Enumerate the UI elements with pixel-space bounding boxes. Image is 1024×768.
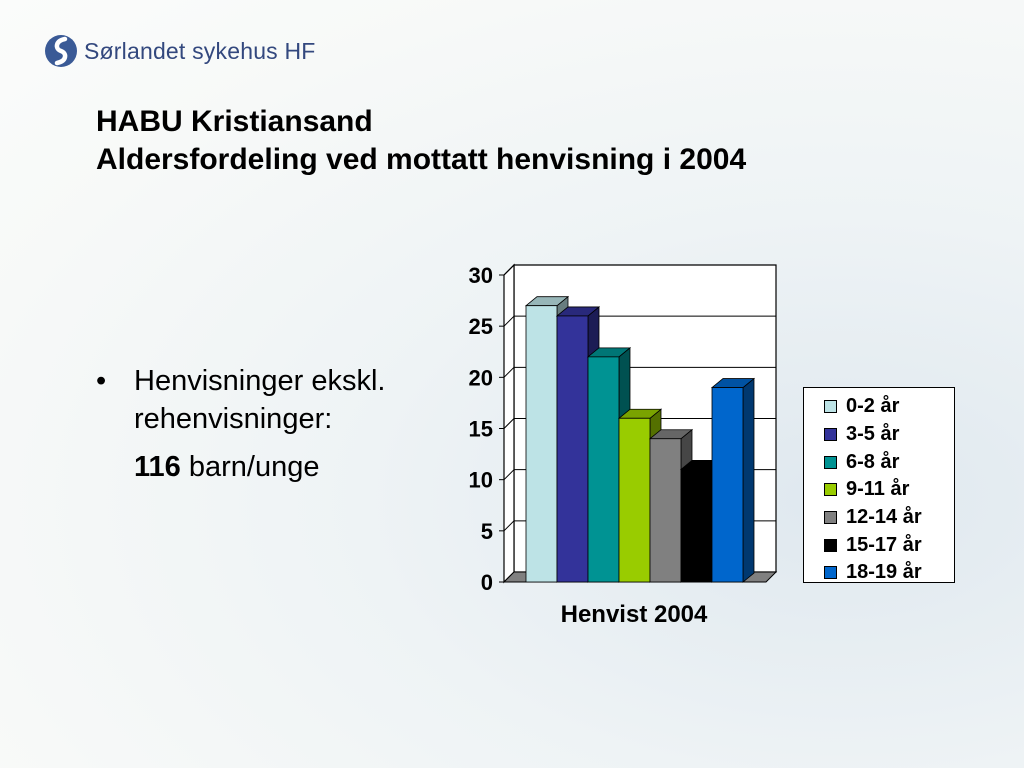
legend-label: 0-2 år [846, 395, 900, 418]
legend-label: 12-14 år [846, 506, 922, 529]
chart-legend [803, 387, 955, 583]
y-tick-label: 10 [468, 467, 493, 493]
bar [526, 306, 557, 582]
bullet-line-2: rehenvisninger: [134, 403, 333, 435]
bar-side [743, 379, 754, 582]
bar [619, 418, 650, 582]
legend-label: 9-11 år [846, 478, 910, 501]
legend-item [824, 531, 954, 559]
legend-item [824, 421, 954, 449]
bar [681, 469, 712, 582]
bullet-marker: • [96, 365, 107, 397]
legend-label: 18-19 år [846, 561, 922, 584]
y-tick-label: 25 [468, 314, 493, 340]
legend-swatch [824, 566, 837, 579]
legend-swatch [824, 511, 837, 524]
legend-item [824, 504, 954, 532]
legend-label: 3-5 år [846, 423, 900, 446]
legend-item [824, 448, 954, 476]
legend-item [824, 559, 954, 587]
title-line-1: HABU Kristiansand [96, 105, 373, 138]
y-tick-label: 5 [480, 518, 493, 544]
y-tick-label: 0 [480, 570, 493, 595]
legend-label: 15-17 år [846, 533, 922, 556]
y-tick-label: 20 [468, 365, 493, 391]
bar [588, 357, 619, 582]
y-tick-label: 30 [468, 263, 493, 288]
y-tick-label: 15 [468, 416, 493, 442]
legend-item [824, 393, 954, 421]
bar [712, 388, 743, 582]
legend-label: 6-8 år [846, 450, 900, 473]
referral-count-suffix: barn/unge [180, 451, 320, 483]
bullet-line-1: Henvisninger ekskl. [134, 365, 386, 397]
title-line-2: Aldersfordeling ved mottatt henvisning i 2004 [96, 143, 747, 176]
referral-count: 116 [134, 451, 181, 483]
legend-swatch [824, 400, 837, 413]
legend-swatch [824, 456, 837, 469]
bar [650, 439, 681, 582]
legend-swatch [824, 539, 837, 552]
legend-item [824, 476, 954, 504]
legend-swatch [824, 483, 837, 496]
legend-swatch [824, 428, 837, 441]
logo-text: Sørlandet sykehus HF [84, 37, 316, 64]
x-axis-category-label: Henvist 2004 [560, 601, 708, 628]
bar [557, 316, 588, 582]
